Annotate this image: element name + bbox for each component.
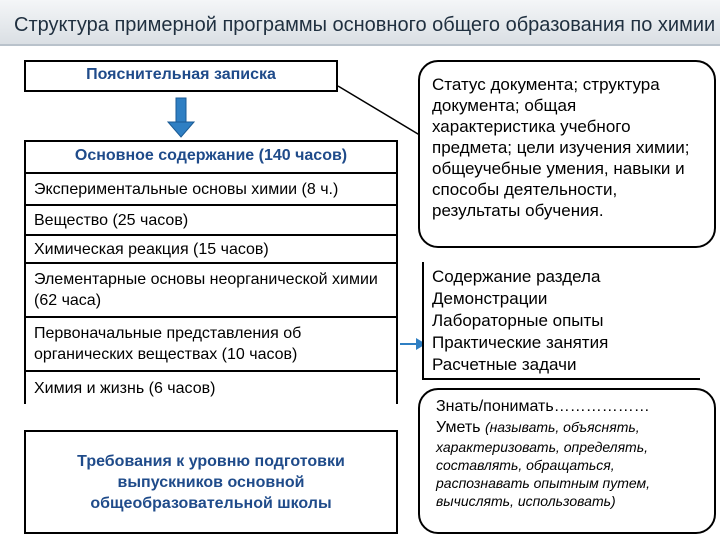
- skills-list-item: характеризовать, определять,: [436, 439, 648, 455]
- list-item: Практические занятия: [432, 333, 609, 352]
- section-row: [24, 234, 398, 264]
- main-content-heading: [26, 142, 396, 170]
- section-row: [24, 262, 398, 318]
- be-able-hint: (называть, объяснять,: [484, 419, 640, 435]
- section-row: [24, 172, 398, 206]
- section-content-list: [432, 266, 696, 376]
- list-item: Содержание раздела: [432, 267, 601, 286]
- main-content-label: Основное содержание (140 часов): [74, 147, 348, 164]
- section-label: Первоначальные представления об органических веществах (10 часов): [34, 325, 302, 363]
- section-label: Элементарные основы неорганической химии (62 часа): [34, 271, 378, 309]
- section-row: [24, 370, 398, 404]
- page-title: Структура примерной программы основного общего образования по химии: [14, 14, 716, 36]
- section-row: [24, 204, 398, 236]
- list-item: Лабораторные опыты: [432, 311, 604, 330]
- requirements-box: [24, 430, 398, 534]
- section-label: Химия и жизнь (6 часов): [34, 379, 216, 397]
- section-label: Экспериментальные основы химии (8 ч.): [34, 180, 339, 198]
- be-able-line: [436, 417, 706, 438]
- list-item: Демонстрации: [432, 289, 548, 308]
- down-arrow-icon: [168, 98, 194, 137]
- section-label: Химическая реакция (15 часов): [34, 240, 269, 258]
- section-row: [24, 316, 398, 372]
- explanatory-note-label: Пояснительная записка: [86, 66, 276, 83]
- status-callout-text: Статус документа; структура документа; общая характеристика учебного предмета; цели изучения химии; общеучебные умения, навыки и способы деятельности, результаты обучения.: [432, 75, 690, 220]
- be-able-label: Уметь: [436, 419, 481, 436]
- requirements-label: Требования к уровню подготовки выпускников основной общеобразовательной школы: [77, 452, 345, 512]
- skills-list-item: распознавать опытным путем,: [436, 475, 651, 491]
- skills-text: [436, 396, 706, 510]
- skills-list-item: вычислять, использовать): [436, 493, 616, 509]
- list-item: Расчетные задачи: [432, 355, 577, 374]
- know-understand-label: Знать/понимать………………: [436, 398, 650, 415]
- section-label: Вещество (25 часов): [34, 211, 189, 229]
- skills-list-item: составлять, обращаться,: [436, 457, 615, 473]
